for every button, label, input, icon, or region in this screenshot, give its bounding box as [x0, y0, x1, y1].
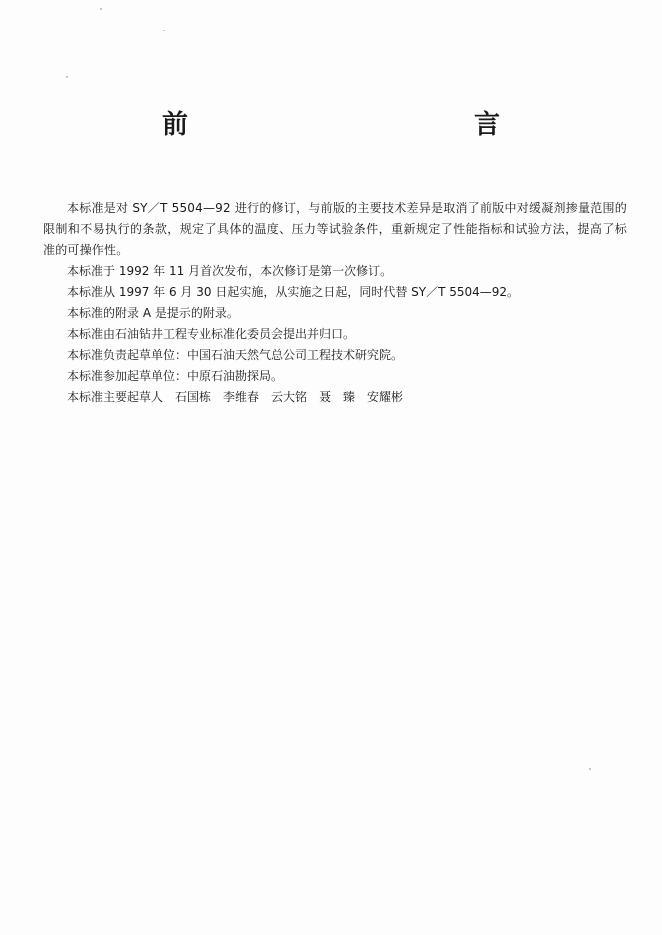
scan-speck — [163, 30, 165, 31]
foreword-body — [43, 198, 627, 408]
paragraph-main-drafters: 本标准主要起草人 石国栋 李维春 云大铭 聂 臻 安耀彬 — [67, 390, 404, 404]
paragraph-lead-drafter: 本标准负责起草单位：中国石油天然气总公司工程技术研究院。 — [67, 348, 404, 362]
scan-speck — [66, 76, 68, 78]
page-title: 前 言 — [161, 110, 578, 140]
paragraph-appendix: 本标准的附录 A 是提示的附录。 — [67, 306, 239, 320]
paragraph-revision-summary: 本标准是对 SY／T 5504—92 进行的修订，与前版的主要技术差异是取消了前版中对缓凝剂掺量范围的限制和不易执行的条款，规定了具体的温度、压力等试验条件，重新规定了性能指标和试验方法，提高了标准的可操作性。 — [43, 201, 627, 257]
paragraph-participating-drafter: 本标准参加起草单位：中原石油勘探局。 — [67, 369, 284, 383]
scan-speck — [589, 768, 591, 770]
paragraph-first-issue: 本标准于 1992 年 11 月首次发布，本次修订是第一次修订。 — [67, 264, 393, 278]
scan-speck — [100, 8, 102, 10]
paragraph-proposed-by: 本标准由石油钻井工程专业标准化委员会提出并归口。 — [67, 327, 356, 341]
paragraph-effective-date: 本标准从 1997 年 6 月 30 日起实施，从实施之日起，同时代替 SY／T 5504—92。 — [67, 285, 520, 299]
